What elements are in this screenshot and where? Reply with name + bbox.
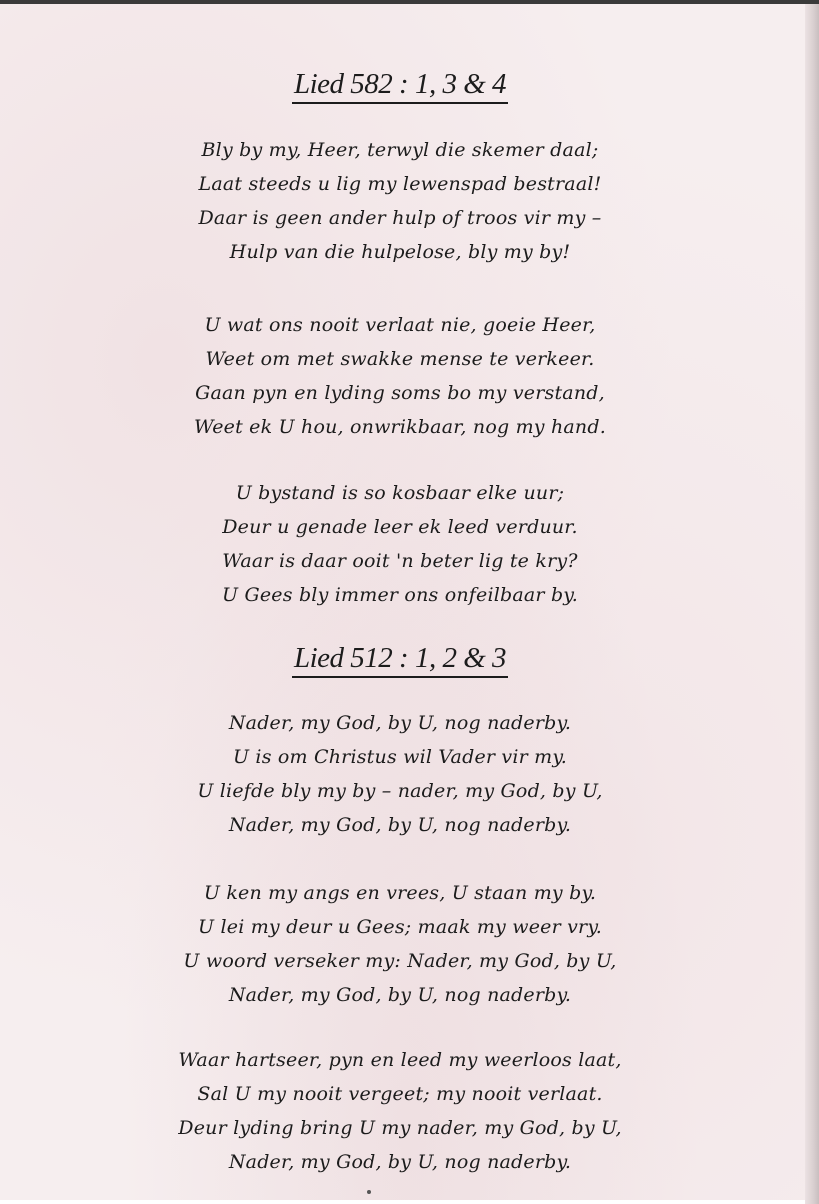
stanza-line: Nader, my God, by U, nog naderby. <box>228 712 572 734</box>
stanza-line: Weet ek U hou, onwrikbaar, nog my hand. <box>194 416 606 438</box>
stanza-line: U woord verseker my: Nader, my God, by U, <box>183 950 617 972</box>
stanza-line: Deur u genade leer ek leed verduur. <box>222 516 578 538</box>
stanza-line: Nader, my God, by U, nog naderby. <box>228 814 572 836</box>
stanza <box>0 308 800 444</box>
page-content <box>0 4 800 1204</box>
stanza <box>0 476 800 612</box>
stanza-line: U is om Christus wil Vader vir my. <box>232 746 568 768</box>
stanza-line: Laat steeds u lig my lewenspad bestraal! <box>198 173 602 195</box>
stanza-line: Bly by my, Heer, terwyl die skemer daal; <box>201 139 599 161</box>
stanza-line: Nader, my God, by U, nog naderby. <box>228 1151 572 1173</box>
stanza-line: Sal U my nooit vergeet; my nooit verlaat. <box>197 1083 603 1105</box>
stanza-line: Gaan pyn en lyding soms bo my verstand, <box>195 382 605 404</box>
stanza-line: U Gees bly immer ons onfeilbaar by. <box>222 584 578 606</box>
page-mark-dot <box>367 1190 371 1194</box>
hymn-title-lied-582: Lied 582 : 1, 3 & 4 <box>0 66 800 102</box>
stanza-line: Waar hartseer, pyn en leed my weerloos laat, <box>178 1049 622 1071</box>
stanza-line: U lei my deur u Gees; maak my weer vry. <box>198 916 602 938</box>
stanza <box>0 1043 800 1179</box>
page-spine-shadow <box>805 4 819 1204</box>
stanza-line: U ken my angs en vrees, U staan my by. <box>203 882 597 904</box>
stanza-line: U liefde bly my by – nader, my God, by U, <box>197 780 603 802</box>
stanza-line: U bystand is so kosbaar elke uur; <box>235 482 565 504</box>
stanza-line: Nader, my God, by U, nog naderby. <box>228 984 572 1006</box>
stanza-line: Hulp van die hulpelose, bly my by! <box>229 241 571 263</box>
stanza-line: Weet om met swakke mense te verkeer. <box>205 348 595 370</box>
hymn-title-lied-512: Lied 512 : 1, 2 & 3 <box>0 640 800 676</box>
stanza-line: Deur lyding bring U my nader, my God, by U, <box>178 1117 622 1139</box>
stanza <box>0 876 800 1012</box>
stanza-line: Daar is geen ander hulp of troos vir my – <box>198 207 602 229</box>
stanza <box>0 706 800 842</box>
stanza-line: U wat ons nooit verlaat nie, goeie Heer, <box>204 314 596 336</box>
stanza <box>0 133 800 269</box>
stanza-line: Waar is daar ooit 'n beter lig te kry? <box>222 550 578 572</box>
